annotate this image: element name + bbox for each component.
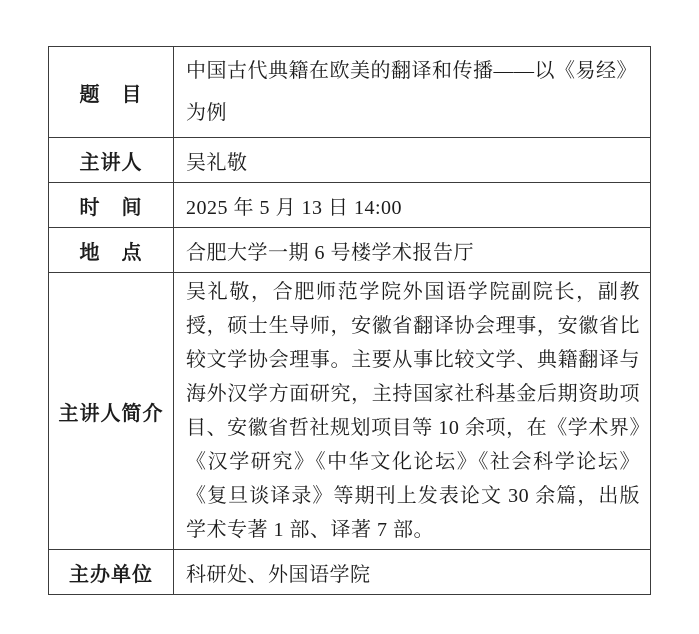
time-value: 2025 年 5 月 13 日 14:00 [174,183,651,228]
organizer-value: 科研处、外国语学院 [174,550,651,595]
organizer-label: 主办单位 [49,550,174,595]
table-row-title [49,47,651,138]
time-label: 时 间 [49,183,174,228]
speaker-value: 吴礼敬 [174,138,651,183]
venue-label: 地 点 [49,228,174,273]
lecture-notice-table [48,46,651,595]
title-label: 题 目 [49,47,174,138]
speaker-bio-label: 主讲人简介 [49,273,174,550]
table-row-organizer [49,550,651,595]
venue-value: 合肥大学一期 6 号楼学术报告厅 [174,228,651,273]
table-row-speaker [49,138,651,183]
speaker-bio-value: 吴礼敬，合肥师范学院外国语学院副院长，副教授，硕士生导师，安徽省翻译协会理事，安徽省比较文学协会理事。主要从事比较文学、典籍翻译与海外汉学方面研究，主持国家社科基金后期资助项目、安徽省哲社规划项目等 10 余项，在《学术界》《汉学研究》《中华文化论坛》《社会科学论坛》《复旦谈译录》等期刊上发表论文 30 余篇，出版学术专著 1 部、译著 7 部。 [174,273,651,550]
table-row-venue [49,228,651,273]
table-row-speaker-bio [49,273,651,550]
title-value: 中国古代典籍在欧美的翻译和传播——以《易经》为例 [174,47,651,138]
speaker-label: 主讲人 [49,138,174,183]
table-row-time [49,183,651,228]
